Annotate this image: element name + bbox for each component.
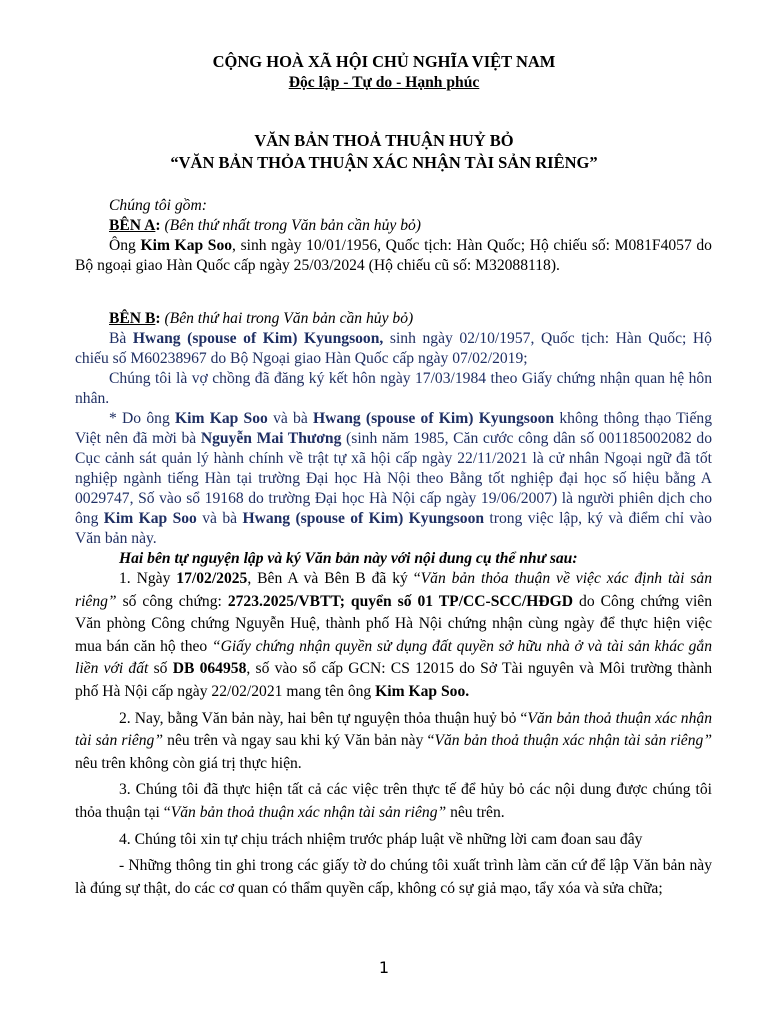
motto-heading: Độc lập - Tự do - Hạnh phúc — [288, 74, 480, 91]
party-a-name: Kim Kap Soo — [140, 237, 233, 254]
agreement-heading: Hai bên tự nguyện lập và ký Văn bản này với nội dung cụ thể như sau: — [119, 550, 578, 567]
clause-3: 3. Chúng tôi đã thực hiện tất cả các việc trên thực tế để hủy bỏ các nội dung được chúng tôi thỏa thuận tại “Văn bản thoả thuận xác nhận tài sản riêng” nêu trên. — [75, 781, 712, 821]
party-a-label: BÊN A — [109, 217, 156, 234]
clauses-section — [75, 568, 712, 900]
document-subtitle: “VĂN BẢN THỎA THUẬN XÁC NHẬN TÀI SẢN RIÊNG” — [170, 153, 598, 172]
nation-heading: CỘNG HOÀ XÃ HỘI CHỦ NGHĨA VIỆT NAM — [212, 52, 556, 71]
party-b-desc: (Bên thứ hai trong Văn bản cần hủy bỏ) — [160, 310, 414, 327]
clause-4-bullet: - Những thông tin ghi trong các giấy tờ do chúng tôi xuất trình làm căn cứ để lập Văn bản này là đúng sự thật, do các cơ quan có thẩm quyền cấp, không có sự giả mạo, tẩy xóa và sửa chữa; — [75, 857, 712, 897]
page-number: 1 — [378, 958, 390, 977]
clause-1: 1. Ngày 17/02/2025, Bên A và Bên B đã ký “Văn bản thỏa thuận về việc xác định tài sản riêng” số công chứng: 2723.2025/VBTT; quyển số 01 TP/CC-SCC/HĐGD do Công chứng viên Văn phòng Công chứng Nguyễn Huệ, thành phố Hà Nội chứng nhận cùng ngày để thực hiện việc mua bán căn hộ theo “Giấy chứng nhận quyền sử dụng đất quyền sở hữu nhà ở và tài sản khác gắn liền với đất số DB 064958, số vào sổ cấp GCN: CS 12015 do Sở Tài nguyên và Môi trường thành phố Hà Nội cấp ngày 22/02/2021 mang tên ông Kim Kap Soo. — [75, 570, 713, 700]
document-title: VĂN BẢN THOẢ THUẬN HUỶ BỎ — [254, 131, 514, 150]
clause-2: 2. Nay, bằng Văn bản này, hai bên tự nguyện thỏa thuận huỷ bỏ “Văn bản thoả thuận xác nhận tài sản riêng” nêu trên và ngay sau khi ký Văn bản này “Văn bản thoả thuận xác nhận tài sản riêng” nêu trên không còn giá trị thực hiện. — [75, 709, 712, 772]
party-b-details: Bà Hwang (spouse of Kim) Kyungsoon, sinh ngày 02/10/1957, Quốc tịch: Hàn Quốc; Hộ chiếu số M60238967 do Bộ Ngoại giao Hàn Quốc cấp ngày 07/02/2019; — [75, 330, 712, 367]
party-b-label: BÊN B — [109, 310, 156, 327]
party-a-heading: BÊN A: (Bên thứ nhất trong Văn bản cần hủy bỏ) — [109, 217, 421, 234]
party-b-block — [75, 329, 712, 549]
parties-section — [75, 196, 712, 276]
party-a-details: Ông Kim Kap Soo, sinh ngày 10/01/1956, Quốc tịch: Hàn Quốc; Hộ chiếu số: M081F4057 do Bộ ngoại giao Hàn Quốc cấp ngày 25/03/2024 (Hộ chiếu cũ số: M32088118). — [75, 237, 712, 274]
interpreter-statement: * Do ông Kim Kap Soo và bà Hwang (spouse of Kim) Kyungsoon không thông thạo Tiếng Việt nên đã mời bà Nguyễn Mai Thương (sinh năm 1985, Căn cước công dân số 001185002082 do Cục cảnh sát quản lý hành chính về trật tự xã hội cấp ngày 22/11/2021 là cử nhân Ngoại ngữ đã tốt nghiệp ngành tiếng Hàn tại trường Đại học Hà Nội theo Bằng tốt nghiệp đại học số hiệu bằng A 0029747, Số vào sổ 19168 do trường Đại học Hà Nội cấp ngày 19/06/2007) là người phiên dịch cho ông Kim Kap Soo và bà Hwang (spouse of Kim) Kyungsoon trong việc lập, ký và điểm chỉ vào Văn bản này. — [75, 410, 713, 547]
party-b-name: Hwang (spouse of Kim) Kyungsoon, — [132, 330, 384, 347]
clause-4: 4. Chúng tôi xin tự chịu trách nhiệm trước pháp luật về những lời cam đoan sau đây — [119, 830, 643, 848]
marriage-statement: Chúng tôi là vợ chồng đã đăng ký kết hôn ngày 17/03/1984 theo Giấy chứng nhận quan hệ hôn nhân. — [75, 370, 712, 407]
party-b-heading: BÊN B: (Bên thứ hai trong Văn bản cần hủy bỏ) — [109, 310, 414, 327]
intro-line: Chúng tôi gồm: — [109, 197, 207, 214]
party-b-section — [75, 309, 712, 569]
party-a-desc: (Bên thứ nhất trong Văn bản cần hủy bỏ) — [160, 217, 421, 234]
